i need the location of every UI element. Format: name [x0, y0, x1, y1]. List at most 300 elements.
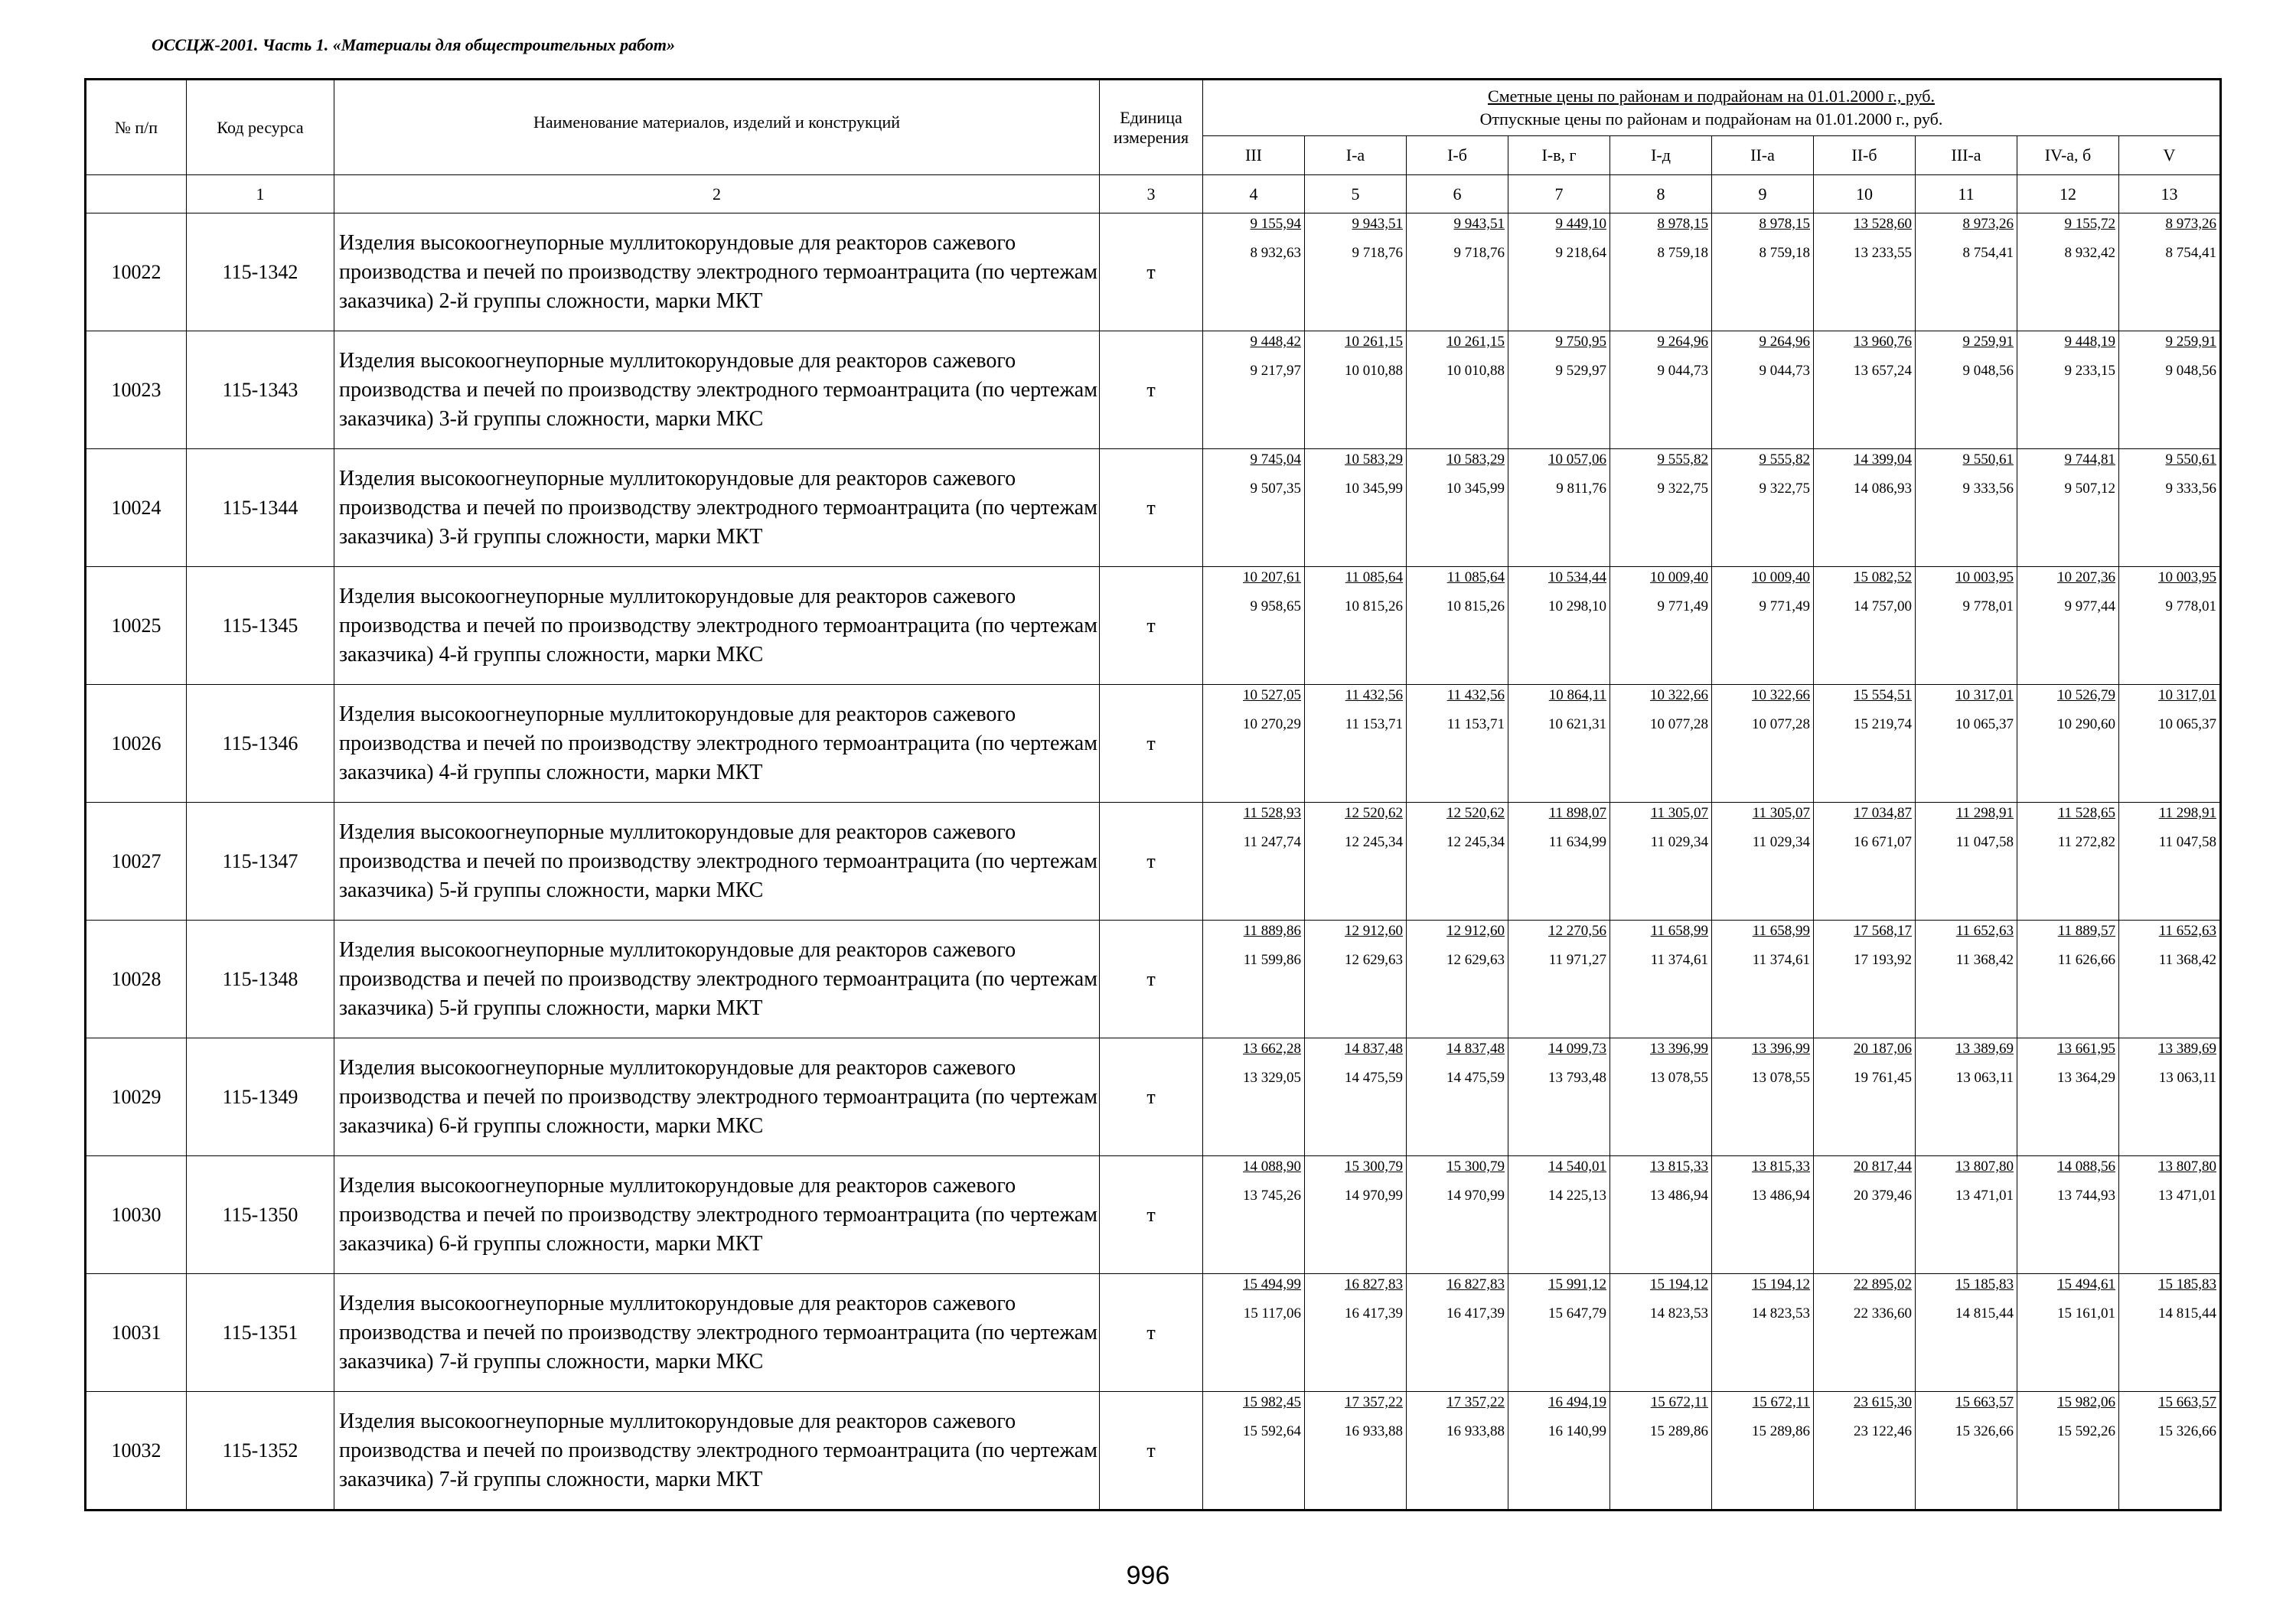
price-cell [1814, 803, 1916, 921]
price-cell [1712, 331, 1814, 449]
price-cell [2017, 921, 2119, 1038]
release-price: 15 647,79 [1548, 1305, 1606, 1322]
material-name: Изделия высокоогнеупорные муллитокорундовые для реакторов сажевого производства и печей по производству электродного термоантрацита (по чертежам заказчика) 2-й группы сложности, марки МКТ [334, 213, 1100, 331]
release-price: 10 290,60 [2057, 716, 2115, 732]
release-price: 10 077,28 [1650, 716, 1708, 732]
price-cell [1814, 921, 1916, 1038]
estimate-price: 8 973,26 [2165, 216, 2216, 232]
estimate-price: 10 527,05 [1243, 687, 1301, 703]
column-number: 5 [1305, 175, 1407, 213]
release-price: 15 326,66 [1955, 1423, 2014, 1439]
region-header: I-д [1610, 136, 1712, 175]
page-number: 996 [1126, 1561, 1170, 1590]
estimate-price: 16 494,19 [1548, 1394, 1606, 1410]
estimate-price: 13 528,60 [1854, 216, 1912, 232]
row-number: 10026 [86, 685, 187, 803]
release-price: 9 771,49 [1657, 598, 1708, 614]
resource-code: 115-1348 [187, 921, 334, 1038]
estimate-price: 15 300,79 [1446, 1159, 1505, 1175]
release-price: 15 592,64 [1243, 1423, 1301, 1439]
price-cell [1712, 1038, 1814, 1156]
row-number: 10031 [86, 1274, 187, 1392]
estimate-price: 11 528,65 [2057, 805, 2115, 821]
release-price: 11 029,34 [1752, 834, 1810, 850]
price-cell [1305, 1156, 1407, 1274]
price-cell [1305, 449, 1407, 567]
release-price: 9 718,76 [1453, 245, 1505, 261]
resource-code: 115-1346 [187, 685, 334, 803]
price-cell [1305, 803, 1407, 921]
estimate-price: 11 652,63 [2158, 923, 2216, 939]
estimate-price: 9 155,94 [1250, 216, 1301, 232]
estimate-price: 10 583,29 [1345, 451, 1403, 468]
release-price: 14 225,13 [1548, 1188, 1606, 1204]
release-price: 9 044,73 [1657, 363, 1708, 379]
release-price: 13 744,93 [2057, 1188, 2115, 1204]
price-cell [1610, 449, 1712, 567]
estimate-price: 9 264,96 [1657, 334, 1708, 350]
estimate-price: 20 187,06 [1854, 1041, 1912, 1057]
estimate-price: 9 259,91 [1962, 334, 2014, 350]
price-cell [1305, 685, 1407, 803]
row-number: 10025 [86, 567, 187, 685]
release-price: 9 217,97 [1250, 363, 1301, 379]
estimate-price: 13 396,99 [1752, 1041, 1810, 1057]
price-cell [1407, 685, 1508, 803]
price-cell [1203, 449, 1305, 567]
price-cell [2017, 685, 2119, 803]
price-cell [1305, 331, 1407, 449]
estimate-price: 10 003,95 [1955, 569, 2014, 585]
price-cell [1712, 1392, 1814, 1511]
release-price: 10 815,26 [1446, 598, 1505, 614]
release-price: 13 063,11 [1955, 1070, 2014, 1086]
release-price: 9 044,73 [1759, 363, 1810, 379]
release-price: 8 759,18 [1657, 245, 1708, 261]
price-cell [1916, 331, 2017, 449]
price-cell [1916, 921, 2017, 1038]
price-cell [1814, 567, 1916, 685]
release-price: 9 977,44 [2064, 598, 2115, 614]
estimate-price: 11 889,86 [1243, 923, 1301, 939]
estimate-price: 13 662,28 [1243, 1041, 1301, 1057]
release-price: 16 417,39 [1446, 1305, 1505, 1322]
region-header: I-в, г [1508, 136, 1610, 175]
release-price: 14 475,59 [1345, 1070, 1403, 1086]
estimate-price: 13 815,33 [1752, 1159, 1810, 1175]
price-cell [1610, 567, 1712, 685]
release-price: 8 754,41 [2165, 245, 2216, 261]
release-price: 10 010,88 [1446, 363, 1505, 379]
price-cell [2017, 1392, 2119, 1511]
release-price: 8 754,41 [1962, 245, 2014, 261]
estimate-price: 15 663,57 [2158, 1394, 2216, 1410]
release-price: 13 486,94 [1650, 1188, 1708, 1204]
estimate-price: 9 744,81 [2064, 451, 2115, 468]
region-header: I-б [1407, 136, 1508, 175]
price-cell [1916, 1392, 2017, 1511]
material-name: Изделия высокоогнеупорные муллитокорундовые для реакторов сажевого производства и печей по производству электродного термоантрацита (по чертежам заказчика) 7-й группы сложности, марки МКТ [334, 1392, 1100, 1511]
estimate-price: 10 261,15 [1446, 334, 1505, 350]
region-header: I-а [1305, 136, 1407, 175]
estimate-price: 15 185,83 [1955, 1276, 2014, 1292]
unit-of-measure: т [1100, 449, 1203, 567]
price-cell [1916, 1156, 2017, 1274]
estimate-price: 13 389,69 [1955, 1041, 2014, 1057]
price-cell [2119, 331, 2221, 449]
price-cell [2119, 685, 2221, 803]
estimate-price: 11 085,64 [1446, 569, 1505, 585]
price-cell [1203, 1274, 1305, 1392]
release-price: 14 086,93 [1854, 481, 1912, 497]
release-price: 13 471,01 [2158, 1188, 2216, 1204]
price-cell [1712, 567, 1814, 685]
material-name: Изделия высокоогнеупорные муллитокорундовые для реакторов сажевого производства и печей по производству электродного термоантрацита (по чертежам заказчика) 5-й группы сложности, марки МКС [334, 803, 1100, 921]
release-price: 9 048,56 [1962, 363, 2014, 379]
estimate-price: 9 750,95 [1555, 334, 1606, 350]
estimate-price: 11 898,07 [1548, 805, 1606, 821]
release-price: 11 247,74 [1243, 834, 1301, 850]
estimate-price: 12 520,62 [1446, 805, 1505, 821]
price-cell [1610, 213, 1712, 331]
price-cell [1203, 803, 1305, 921]
header-unit: Единица измерения [1100, 80, 1203, 175]
release-price: 11 634,99 [1548, 834, 1606, 850]
estimate-price: 15 300,79 [1345, 1159, 1403, 1175]
release-price: 10 077,28 [1752, 716, 1810, 732]
estimate-price: 8 973,26 [1962, 216, 2014, 232]
unit-of-measure: т [1100, 685, 1203, 803]
price-cell [1407, 1038, 1508, 1156]
release-price: 11 153,71 [1446, 716, 1505, 732]
estimate-price: 11 652,63 [1955, 923, 2014, 939]
release-price: 14 970,99 [1446, 1188, 1505, 1204]
column-number: 11 [1916, 175, 2017, 213]
price-table [84, 78, 2222, 1511]
estimate-price: 10 009,40 [1752, 569, 1810, 585]
price-cell [1508, 449, 1610, 567]
estimate-price: 16 827,83 [1446, 1276, 1505, 1292]
release-price: 10 270,29 [1243, 716, 1301, 732]
table-row [86, 449, 2221, 567]
column-number: 12 [2017, 175, 2119, 213]
price-cell [1712, 449, 1814, 567]
price-cell [1814, 213, 1916, 331]
release-price: 20 379,46 [1854, 1188, 1912, 1204]
release-price: 10 010,88 [1345, 363, 1403, 379]
material-name: Изделия высокоогнеупорные муллитокорундовые для реакторов сажевого производства и печей по производству электродного термоантрацита (по чертежам заказчика) 3-й группы сложности, марки МКС [334, 331, 1100, 449]
estimate-price: 10 317,01 [2158, 687, 2216, 703]
estimate-price: 14 099,73 [1548, 1041, 1606, 1057]
estimate-price: 13 960,76 [1854, 334, 1912, 350]
estimate-price: 15 494,61 [2057, 1276, 2115, 1292]
release-price: 9 322,75 [1657, 481, 1708, 497]
release-price: 8 932,42 [2064, 245, 2115, 261]
estimate-price: 17 034,87 [1854, 805, 1912, 821]
release-price: 10 298,10 [1548, 598, 1606, 614]
estimate-price: 13 815,33 [1650, 1159, 1708, 1175]
price-cell [1712, 213, 1814, 331]
estimate-price: 10 009,40 [1650, 569, 1708, 585]
price-cell [2119, 1156, 2221, 1274]
estimate-price: 13 807,80 [1955, 1159, 2014, 1175]
price-cell [1916, 1038, 2017, 1156]
estimate-price: 15 194,12 [1650, 1276, 1708, 1292]
release-price: 15 117,06 [1243, 1305, 1301, 1322]
estimate-price: 13 807,80 [2158, 1159, 2216, 1175]
release-price: 13 486,94 [1752, 1188, 1810, 1204]
estimate-price: 20 817,44 [1854, 1159, 1912, 1175]
release-price: 9 218,64 [1555, 245, 1606, 261]
price-cell [1407, 921, 1508, 1038]
column-number: 6 [1407, 175, 1508, 213]
material-name: Изделия высокоогнеупорные муллитокорундовые для реакторов сажевого производства и печей по производству электродного термоантрацита (по чертежам заказчика) 4-й группы сложности, марки МКС [334, 567, 1100, 685]
release-price: 11 599,86 [1243, 952, 1301, 968]
estimate-price: 10 583,29 [1446, 451, 1505, 468]
estimate-price: 10 057,06 [1548, 451, 1606, 468]
release-price: 9 958,65 [1250, 598, 1301, 614]
estimate-price: 9 264,96 [1759, 334, 1810, 350]
release-price: 12 629,63 [1446, 952, 1505, 968]
release-price: 14 970,99 [1345, 1188, 1403, 1204]
table-row [86, 803, 2221, 921]
release-price: 11 374,61 [1752, 952, 1810, 968]
price-cell [1916, 449, 2017, 567]
price-cell [1305, 1392, 1407, 1511]
release-price: 13 471,01 [1955, 1188, 2014, 1204]
price-cell [1508, 1038, 1610, 1156]
header-prices [1203, 80, 2221, 136]
price-cell [2017, 567, 2119, 685]
release-price: 19 761,45 [1854, 1070, 1912, 1086]
table-row [86, 1038, 2221, 1156]
release-price: 13 063,11 [2158, 1070, 2216, 1086]
column-number: 8 [1610, 175, 1712, 213]
price-cell [1814, 331, 1916, 449]
release-price: 9 771,49 [1759, 598, 1810, 614]
release-price: 8 932,63 [1250, 245, 1301, 261]
price-cell [1610, 1274, 1712, 1392]
estimate-price: 9 943,51 [1453, 216, 1505, 232]
release-price: 22 336,60 [1854, 1305, 1912, 1322]
price-cell [2119, 1038, 2221, 1156]
release-price: 10 065,37 [2158, 716, 2216, 732]
price-cell [1916, 1274, 2017, 1392]
price-cell [1203, 1156, 1305, 1274]
release-price: 14 815,44 [2158, 1305, 2216, 1322]
estimate-price: 10 322,66 [1650, 687, 1708, 703]
estimate-price: 17 357,22 [1345, 1394, 1403, 1410]
estimate-price: 10 864,11 [1548, 687, 1606, 703]
unit-of-measure: т [1100, 921, 1203, 1038]
estimate-price: 11 298,91 [2158, 805, 2216, 821]
material-name: Изделия высокоогнеупорные муллитокорундовые для реакторов сажевого производства и печей по производству электродного термоантрацита (по чертежам заказчика) 6-й группы сложности, марки МКТ [334, 1156, 1100, 1274]
price-cell [1305, 1038, 1407, 1156]
release-price: 11 374,61 [1650, 952, 1708, 968]
region-header: II-б [1814, 136, 1916, 175]
release-price: 11 368,42 [1955, 952, 2014, 968]
column-number: 3 [1100, 175, 1203, 213]
price-cell [1305, 213, 1407, 331]
material-name: Изделия высокоогнеупорные муллитокорундовые для реакторов сажевого производства и печей по производству электродного термоантрацита (по чертежам заказчика) 6-й группы сложности, марки МКС [334, 1038, 1100, 1156]
estimate-price: 14 837,48 [1345, 1041, 1403, 1057]
estimate-price: 9 745,04 [1250, 451, 1301, 468]
price-cell [1712, 803, 1814, 921]
price-cell [1610, 803, 1712, 921]
price-cell [2119, 213, 2221, 331]
release-price: 11 047,58 [1955, 834, 2014, 850]
release-price: 16 933,88 [1446, 1423, 1505, 1439]
release-price: 9 333,56 [2165, 481, 2216, 497]
release-price: 11 153,71 [1345, 716, 1403, 732]
release-price: 13 329,05 [1243, 1070, 1301, 1086]
price-cell [1712, 1274, 1814, 1392]
release-price: 9 322,75 [1759, 481, 1810, 497]
release-price: 9 507,35 [1250, 481, 1301, 497]
estimate-price: 16 827,83 [1345, 1276, 1403, 1292]
price-cell [1610, 331, 1712, 449]
estimate-price: 9 550,61 [2165, 451, 2216, 468]
estimate-price: 11 305,07 [1650, 805, 1708, 821]
price-cell [1610, 921, 1712, 1038]
column-number: 9 [1712, 175, 1814, 213]
column-number: 2 [334, 175, 1100, 213]
estimate-price: 10 526,79 [2057, 687, 2115, 703]
estimate-price: 11 889,57 [2057, 923, 2115, 939]
price-cell [1203, 331, 1305, 449]
resource-code: 115-1342 [187, 213, 334, 331]
price-cell [1508, 1274, 1610, 1392]
estimate-price: 9 943,51 [1352, 216, 1403, 232]
row-number: 10029 [86, 1038, 187, 1156]
resource-code: 115-1349 [187, 1038, 334, 1156]
release-price: 15 161,01 [2057, 1305, 2115, 1322]
release-price: 12 629,63 [1345, 952, 1403, 968]
material-name: Изделия высокоогнеупорные муллитокорундовые для реакторов сажевого производства и печей по производству электродного термоантрацита (по чертежам заказчика) 3-й группы сложности, марки МКТ [334, 449, 1100, 567]
price-cell [1508, 331, 1610, 449]
release-price: 15 289,86 [1752, 1423, 1810, 1439]
resource-code: 115-1344 [187, 449, 334, 567]
estimate-price: 8 978,15 [1657, 216, 1708, 232]
release-price: 9 529,97 [1555, 363, 1606, 379]
table-row [86, 1274, 2221, 1392]
release-price: 13 364,29 [2057, 1070, 2115, 1086]
price-cell [1610, 1392, 1712, 1511]
estimate-price: 17 568,17 [1854, 923, 1912, 939]
release-price: 17 193,92 [1854, 952, 1912, 968]
estimate-price: 9 448,19 [2064, 334, 2115, 350]
release-price: 12 245,34 [1446, 834, 1505, 850]
document-title: ОССЦЖ-2001. Часть 1. «Материалы для общестроительных работ» [152, 35, 675, 54]
release-price: 14 757,00 [1854, 598, 1912, 614]
price-cell [1203, 921, 1305, 1038]
estimate-price: 15 672,11 [1650, 1394, 1708, 1410]
table-row [86, 685, 2221, 803]
estimate-price: 9 448,42 [1250, 334, 1301, 350]
price-cell [1712, 921, 1814, 1038]
estimate-price: 15 554,51 [1854, 687, 1912, 703]
price-cell [1407, 449, 1508, 567]
price-cell [1305, 921, 1407, 1038]
price-cell [2017, 331, 2119, 449]
price-cell [1508, 921, 1610, 1038]
estimate-price: 12 912,60 [1446, 923, 1505, 939]
price-cell [1508, 803, 1610, 921]
release-price: 14 815,44 [1955, 1305, 2014, 1322]
estimate-price: 11 085,64 [1345, 569, 1403, 585]
release-price: 16 671,07 [1854, 834, 1912, 850]
estimate-price: 14 837,48 [1446, 1041, 1505, 1057]
row-number: 10030 [86, 1156, 187, 1274]
release-price: 14 823,53 [1650, 1305, 1708, 1322]
price-cell [1407, 1274, 1508, 1392]
estimate-price: 12 270,56 [1548, 923, 1606, 939]
column-number: 1 [187, 175, 334, 213]
estimate-price: 14 399,04 [1854, 451, 1912, 468]
estimate-price: 11 658,99 [1650, 923, 1708, 939]
table-row [86, 213, 2221, 331]
release-price: 15 326,66 [2158, 1423, 2216, 1439]
table-row [86, 1156, 2221, 1274]
estimate-price: 9 555,82 [1657, 451, 1708, 468]
price-cell [2017, 1038, 2119, 1156]
release-price: 14 823,53 [1752, 1305, 1810, 1322]
price-cell [1203, 213, 1305, 331]
release-price: 10 815,26 [1345, 598, 1403, 614]
estimate-price: 23 615,30 [1854, 1394, 1912, 1410]
estimate-price: 10 317,01 [1955, 687, 2014, 703]
column-number: 4 [1203, 175, 1305, 213]
estimate-price: 13 389,69 [2158, 1041, 2216, 1057]
price-cell [1814, 1038, 1916, 1156]
table-row [86, 921, 2221, 1038]
header-name: Наименование материалов, изделий и конструкций [334, 80, 1100, 175]
estimate-price: 14 088,56 [2057, 1159, 2115, 1175]
price-cell [1712, 1156, 1814, 1274]
price-cell [1407, 1392, 1508, 1511]
header-otp-caption: Отпускные цены по районам и подрайонам на 01.01.2000 г., руб. [1479, 109, 1943, 129]
price-cell [1712, 685, 1814, 803]
price-cell [1508, 213, 1610, 331]
price-cell [2119, 567, 2221, 685]
price-cell [2119, 449, 2221, 567]
estimate-price: 11 658,99 [1752, 923, 1810, 939]
price-cell [2017, 1274, 2119, 1392]
estimate-price: 8 978,15 [1759, 216, 1810, 232]
price-cell [1407, 803, 1508, 921]
unit-of-measure: т [1100, 1392, 1203, 1511]
release-price: 13 657,24 [1854, 363, 1912, 379]
resource-code: 115-1347 [187, 803, 334, 921]
table-row [86, 1392, 2221, 1511]
unit-of-measure: т [1100, 803, 1203, 921]
price-cell [1203, 567, 1305, 685]
price-cell [1814, 449, 1916, 567]
release-price: 9 048,56 [2165, 363, 2216, 379]
price-cell [1203, 1392, 1305, 1511]
price-cell [2119, 1392, 2221, 1511]
release-price: 23 122,46 [1854, 1423, 1912, 1439]
estimate-price: 9 555,82 [1759, 451, 1810, 468]
unit-of-measure: т [1100, 213, 1203, 331]
release-price: 13 793,48 [1548, 1070, 1606, 1086]
estimate-price: 15 982,45 [1243, 1394, 1301, 1410]
price-cell [1814, 1392, 1916, 1511]
estimate-price: 11 298,91 [1955, 805, 2014, 821]
row-number: 10024 [86, 449, 187, 567]
price-cell [1610, 685, 1712, 803]
release-price: 11 971,27 [1548, 952, 1606, 968]
